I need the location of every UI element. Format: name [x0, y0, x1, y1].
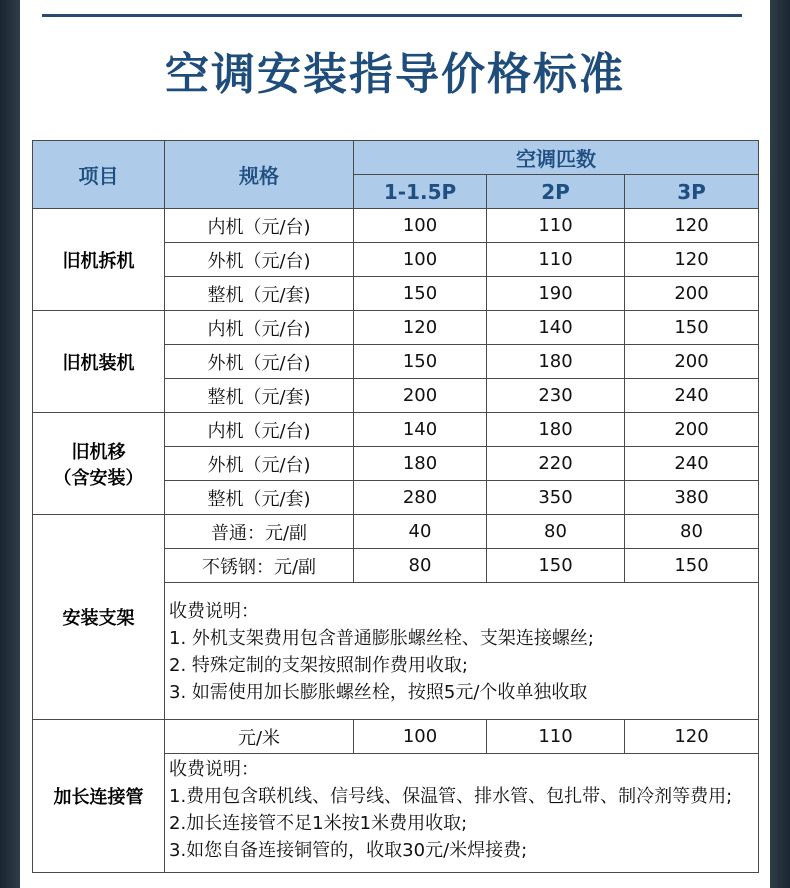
price-cell: 150 — [625, 311, 759, 345]
header-p3: 3P — [625, 175, 759, 209]
group-name-line2: （含安装） — [53, 467, 144, 489]
note-line: 收费说明： — [169, 601, 259, 622]
table-row — [33, 720, 759, 754]
group-name: 安装支架 — [33, 515, 165, 720]
spec-cell: 整机（元/套) — [165, 481, 354, 515]
table-row — [33, 515, 759, 549]
note-line: 收费说明： — [169, 759, 259, 780]
header-spec: 规格 — [165, 141, 354, 209]
group-name: 加长连接管 — [33, 720, 165, 873]
price-cell: 140 — [487, 311, 625, 345]
note-line: 3.如您自备连接铜管的，收取30元/米焊接费; — [169, 840, 528, 861]
header-project: 项目 — [33, 141, 165, 209]
table-row — [33, 413, 759, 447]
price-cell: 120 — [625, 209, 759, 243]
spec-cell: 内机（元/台) — [165, 209, 354, 243]
note-line: 3. 如需使用加长膨胀螺丝栓，按照5元/个收单独收取 — [169, 682, 588, 703]
price-table — [32, 140, 759, 873]
group-name — [33, 413, 165, 515]
spec-cell: 内机（元/台) — [165, 413, 354, 447]
spec-cell: 整机（元/套) — [165, 379, 354, 413]
price-cell: 150 — [625, 549, 759, 583]
left-frame — [0, 0, 20, 888]
spec-cell: 外机（元/台) — [165, 243, 354, 277]
price-cell: 180 — [354, 447, 487, 481]
group-name: 旧机拆机 — [33, 209, 165, 311]
price-cell: 350 — [487, 481, 625, 515]
price-cell: 100 — [354, 243, 487, 277]
price-cell: 100 — [354, 209, 487, 243]
note-line: 1. 外机支架费用包含普通膨胀螺丝栓、支架连接螺丝; — [169, 628, 594, 649]
spec-cell: 整机（元/套) — [165, 277, 354, 311]
note-line: 2. 特殊定制的支架按照制作费用收取; — [169, 655, 468, 676]
price-cell: 40 — [354, 515, 487, 549]
price-cell: 150 — [487, 549, 625, 583]
price-cell: 150 — [354, 345, 487, 379]
price-cell: 80 — [625, 515, 759, 549]
spec-cell: 内机（元/台) — [165, 311, 354, 345]
price-cell: 200 — [354, 379, 487, 413]
right-frame — [770, 0, 790, 888]
spec-cell: 元/米 — [165, 720, 354, 754]
price-cell: 180 — [487, 413, 625, 447]
price-cell: 220 — [487, 447, 625, 481]
spec-cell: 外机（元/台) — [165, 447, 354, 481]
price-cell: 200 — [625, 277, 759, 311]
price-cell: 110 — [487, 720, 625, 754]
price-cell: 240 — [625, 379, 759, 413]
spec-cell: 不锈钢：元/副 — [165, 549, 354, 583]
price-cell: 150 — [354, 277, 487, 311]
group-name-line1: 旧机移 — [71, 441, 126, 463]
price-cell: 280 — [354, 481, 487, 515]
table-row — [33, 209, 759, 243]
price-cell: 120 — [354, 311, 487, 345]
price-cell: 80 — [487, 515, 625, 549]
page-title: 空调安装指导价格标准 — [165, 49, 625, 100]
price-cell: 100 — [354, 720, 487, 754]
price-cell: 380 — [625, 481, 759, 515]
price-cell: 110 — [487, 243, 625, 277]
price-panel — [20, 0, 770, 888]
price-cell: 200 — [625, 345, 759, 379]
price-cell: 80 — [354, 549, 487, 583]
group-name: 旧机装机 — [33, 311, 165, 413]
header-p1: 1-1.5P — [354, 175, 487, 209]
header-row-1 — [33, 141, 759, 175]
price-cell: 120 — [625, 720, 759, 754]
price-cell: 200 — [625, 413, 759, 447]
price-cell: 140 — [354, 413, 487, 447]
pipe-notes — [165, 754, 759, 873]
price-cell: 240 — [625, 447, 759, 481]
price-cell: 120 — [625, 243, 759, 277]
table-row — [33, 311, 759, 345]
note-line: 2.加长连接管不足1米按1米费用收取; — [169, 813, 468, 834]
header-p2: 2P — [487, 175, 625, 209]
price-cell: 110 — [487, 209, 625, 243]
header-ac-power: 空调匹数 — [354, 141, 759, 175]
price-cell: 190 — [487, 277, 625, 311]
bracket-notes — [165, 583, 759, 720]
spec-cell: 普通：元/副 — [165, 515, 354, 549]
price-cell: 180 — [487, 345, 625, 379]
top-rule — [42, 14, 742, 17]
price-cell: 230 — [487, 379, 625, 413]
spec-cell: 外机（元/台) — [165, 345, 354, 379]
note-line: 1.费用包含联机线、信号线、保温管、排水管、包扎带、制冷剂等费用; — [169, 786, 733, 807]
